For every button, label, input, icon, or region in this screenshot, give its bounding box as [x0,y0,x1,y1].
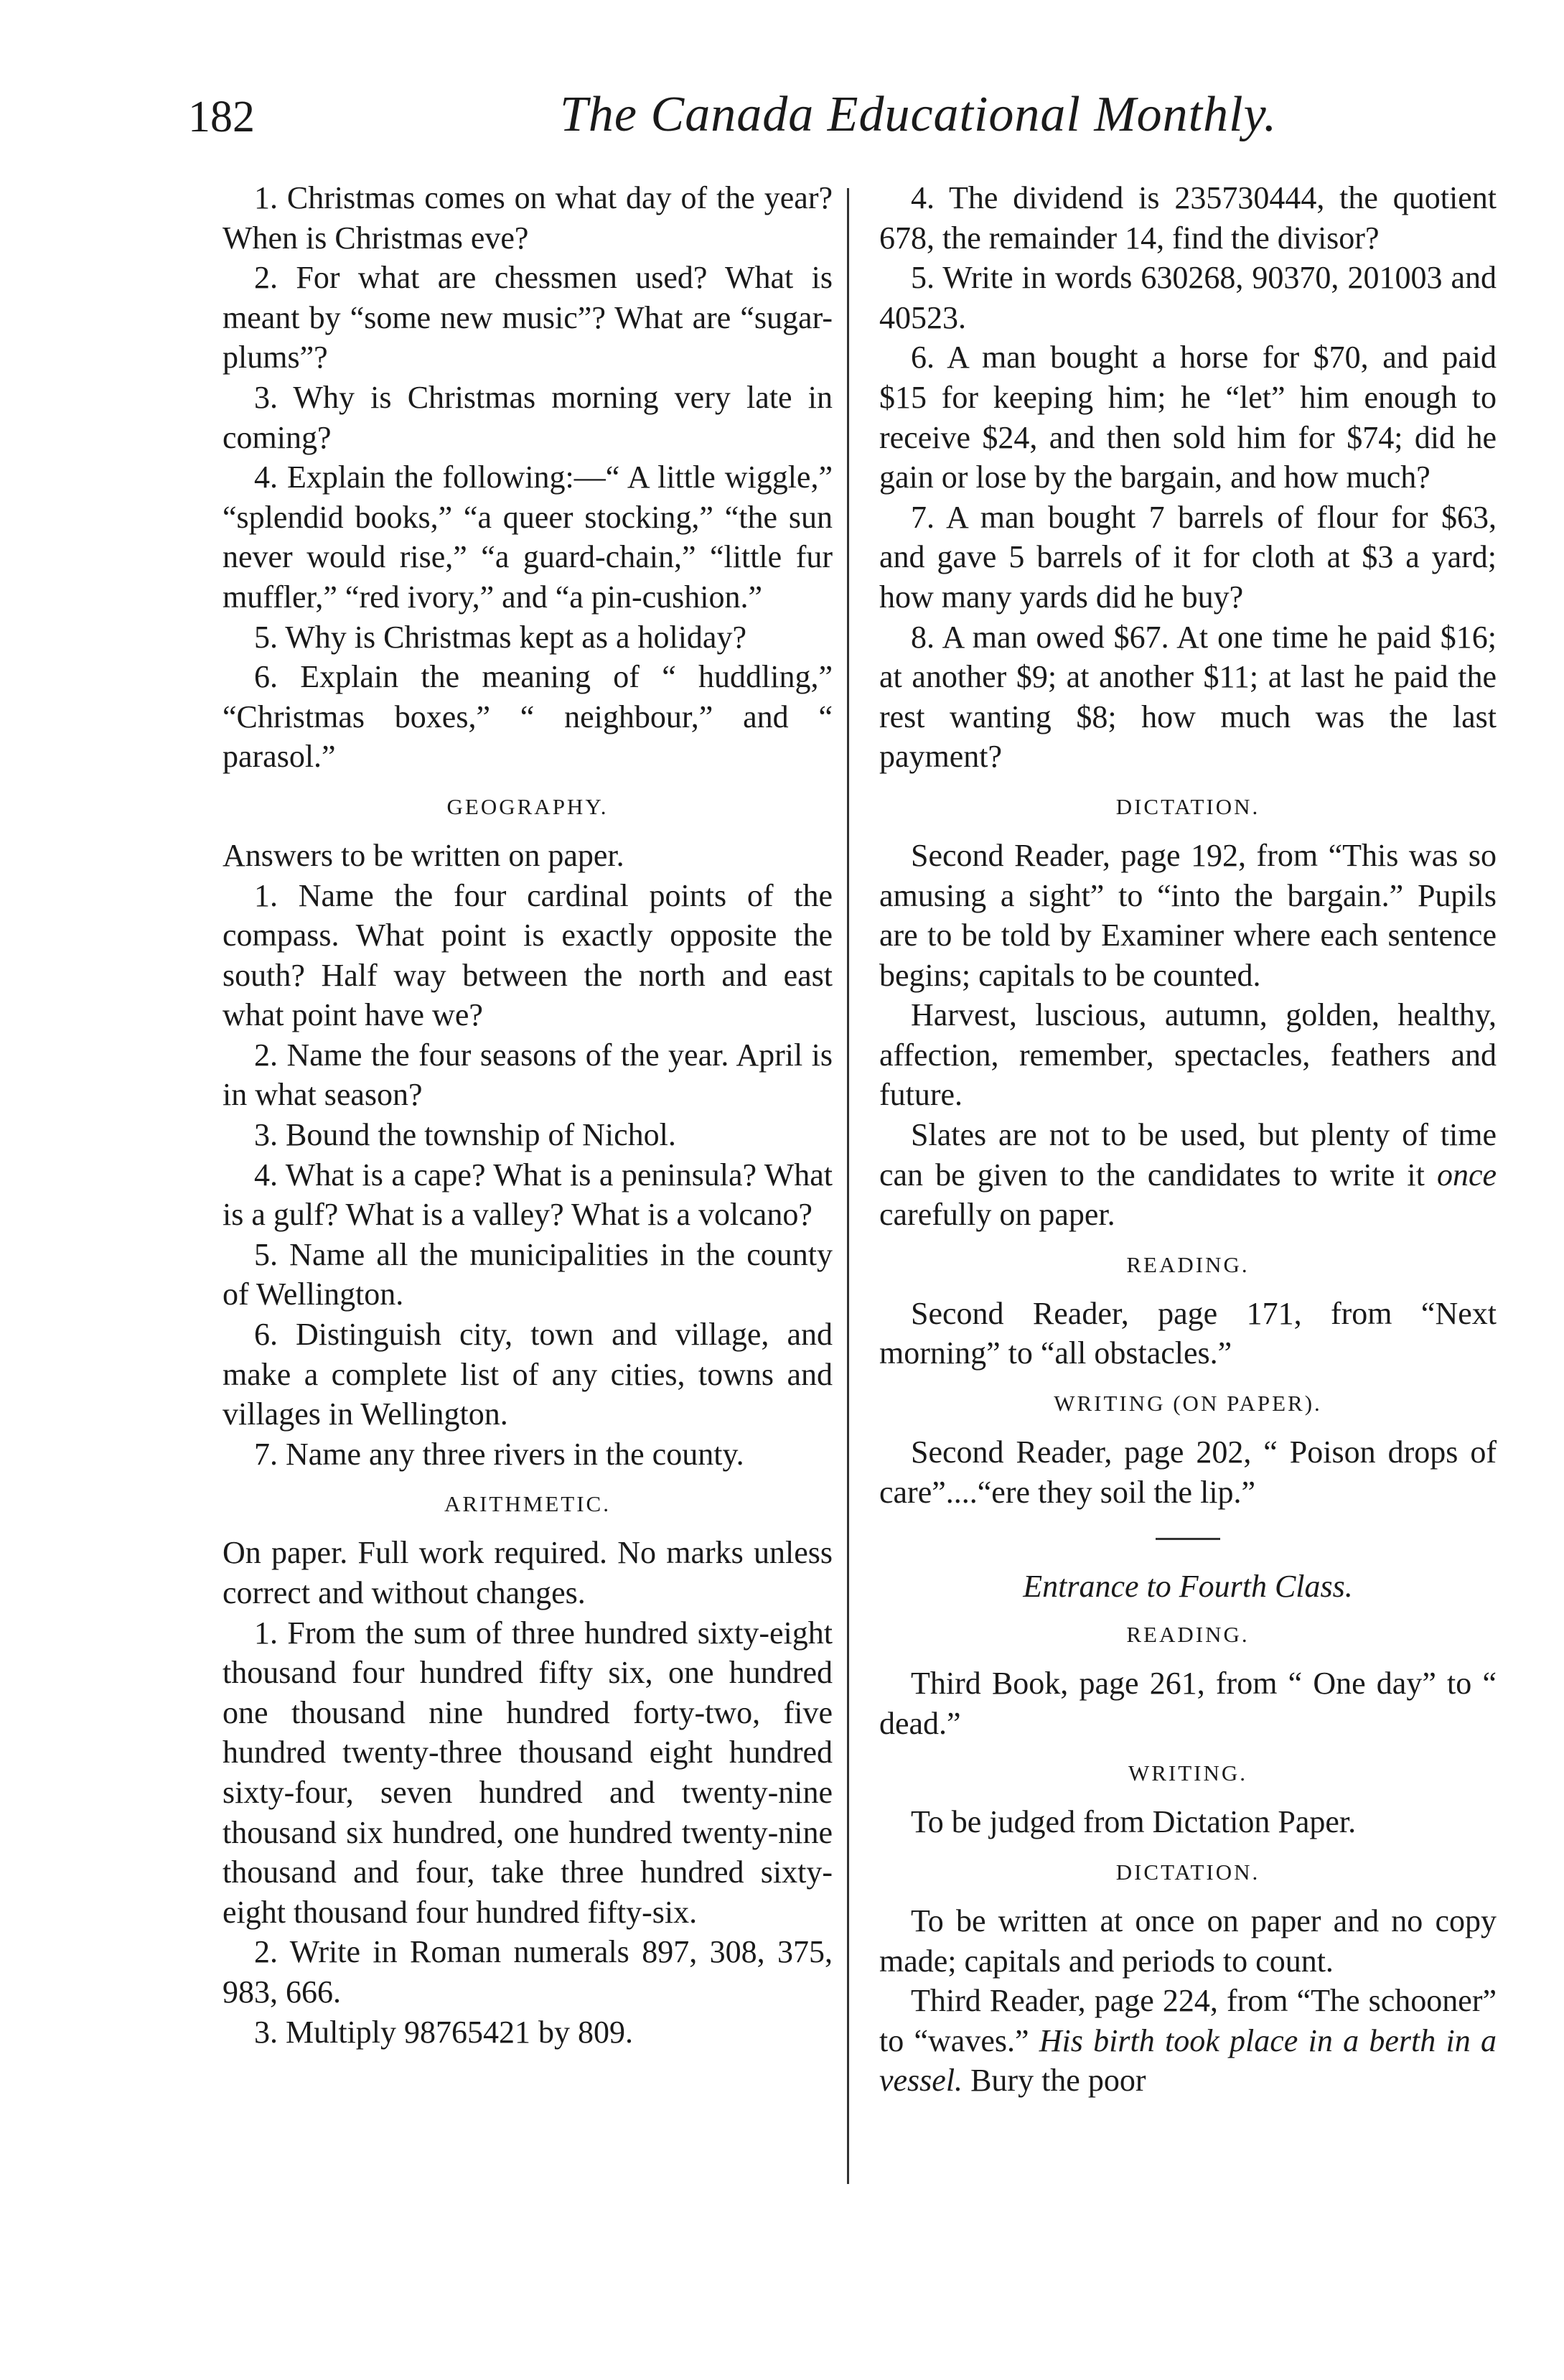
fourth-reading-heading: READING. [1126,1622,1250,1648]
geography-item: 7. Name any three rivers in the county. [254,1436,744,1472]
reading-text: Second Reader, page 171, from “Next morning” to “all obstacles.” [879,1295,1497,1371]
reading-heading: READING. [1126,1251,1250,1277]
writing-heading: WRITING (ON PAPER). [1054,1391,1322,1417]
emphasis: His birth took place in a berth in a vessel. [879,2022,1497,2099]
arithmetic-intro: On paper. Full work required. No marks unless correct and without changes. [223,1535,833,1610]
geography-intro: Answers to be written on paper. [223,837,624,873]
geography-heading: GEOGRAPHY. [446,793,609,819]
geography-item: 2. Name the four seasons of the year. April is in what season? [223,1037,833,1113]
arithmetic-item: 3. Multiply 98765421 by 809. [254,2014,634,2050]
fourth-dictation-text: To be written at once on paper and no copy made; capitals and periods to count. [879,1903,1497,1979]
question: 1. Christmas comes on what day of the year? When is Christmas eve? [223,180,833,256]
fourth-writing-heading: WRITING. [1128,1760,1248,1786]
column-divider [847,188,849,2184]
question: 3. Why is Christmas morning very late in coming? [223,379,833,455]
dictation-heading: DICTATION. [1115,793,1260,819]
page-number: 182 [188,93,255,141]
geography-item: 4. What is a cape? What is a peninsula? What is a gulf? What is a valley? What is a volcano? [223,1157,833,1233]
arithmetic-item: 2. Write in Roman numerals 897, 308, 375, 983, 666. [223,1934,833,2010]
geography-item: 6. Distinguish city, town and village, and make a complete list of any cities, towns and villages in Wellington. [223,1317,833,1432]
question: 4. Explain the following:—“ A little wiggle,” “splendid books,” “a queer stocking,” “the sun never would rise,” “a guard-chain,” “little fur muffler,” “red ivory,” and “a pin-cushion.” [223,459,833,615]
geography-item: 3. Bound the township of Nichol. [254,1117,676,1153]
arithmetic-item: 8. A man owed $67. At one time he paid $16; at another $9; at another $11; at last he paid the rest wanting $8; how much was the last payment? [879,619,1497,775]
fourth-dictation-heading: DICTATION. [1115,1859,1260,1885]
question: 6. Explain the meaning of “ huddling,” “Christmas boxes,” “ neighbour,” and “ parasol.” [223,659,833,775]
dictation-slates-note: Slates are not to be used, but plenty of time can be given to the candidates to write it once carefully on paper. [879,1117,1497,1233]
question: 5. Why is Christmas kept as a holiday? [254,619,746,655]
dictation-words: Harvest, luscious, autumn, golden, healthy, affection, remember, spectacles, feathers and future. [879,997,1497,1113]
right-column [879,178,1497,2101]
fourth-class-title: Entrance to Fourth Class. [1023,1569,1353,1605]
dictation-paragraph: Second Reader, page 192, from “This was so amusing a sight” to “into the bargain.” Pupils are to be told by Examiner where each sentence begins; capitals to be counted. [879,837,1497,993]
emphasis: once [1436,1157,1497,1193]
geography-item: 1. Name the four cardinal points of the compass. What point is exactly opposite the south? Half way between the north and east what point have we? [223,877,833,1033]
fourth-writing-text: To be judged from Dictation Paper. [911,1804,1357,1840]
arithmetic-item: 5. Write in words 630268, 90370, 201003 and 40523. [879,260,1497,335]
section-divider [1156,1538,1220,1540]
arithmetic-heading: ARITHMETIC. [444,1491,611,1517]
writing-text: Second Reader, page 202, “ Poison drops of care”....“ere they soil the lip.” [879,1434,1497,1510]
question: 2. For what are chessmen used? What is meant by “some new music”? What are “sugar-plums”? [223,260,833,375]
fourth-reading-text: Third Book, page 261, from “ One day” to “ dead.” [879,1666,1497,1741]
arithmetic-item: 4. The dividend is 235730444, the quotient 678, the remainder 14, find the divisor? [879,180,1497,256]
arithmetic-item: 7. A man bought 7 barrels of flour for $63, and gave 5 barrels of it for cloth at $3 a yard; how many yards did he buy? [879,499,1497,615]
running-title: The Canada Educational Monthly. [560,87,1278,142]
geography-item: 5. Name all the municipalities in the county of Wellington. [223,1236,833,1312]
arithmetic-item: 1. From the sum of three hundred sixty-eight thousand four hundred fifty six, one hundred one thousand nine hundred forty-two, five hundred twenty-three thousand eight hundred sixty-four, seven hundred and twenty-nine thousand six hundred, one hundred twenty-nine thousand and four, take three hundred sixty-eight thousand four hundred fifty-six. [223,1615,833,1930]
left-column [223,178,833,2052]
arithmetic-item: 6. A man bought a horse for $70, and paid $15 for keeping him; he “let” him enough to receive $24, and then sold him for $74; did he gain or lose by the bargain, and how much? [879,340,1497,495]
fourth-dictation-passage: Third Reader, page 224, from “The schooner” to “waves.” His birth took place in a berth in a vessel. Bury the poor [879,1983,1497,2099]
